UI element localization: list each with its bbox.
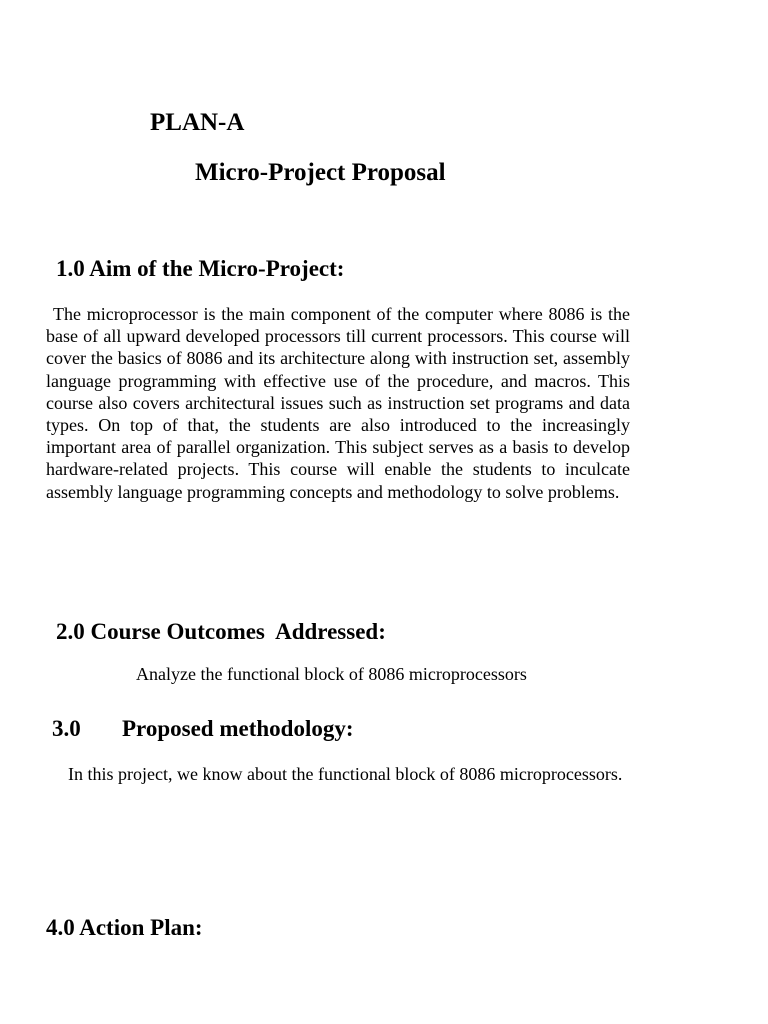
document-title: Micro-Project Proposal bbox=[195, 159, 446, 186]
aim-paragraph: The microprocessor is the main component of the computer where 8086 is the base of all upward developed processors till current processors. This course will cover the basics of 8086 and its architecture along with instruction set, assembly language programming with effective use of the procedure, and macros. This course also covers architectural issues such as instruction set programs and data types. On top of that, the students are also introduced to the increasingly important area of parallel organization. This subject serves as a basis to develop hardware-related projects. This course will enable the students to inculcate assembly language programming concepts and methodology to solve problems. bbox=[46, 304, 630, 502]
section-number: 3.0 bbox=[52, 716, 81, 741]
section-heading-action-plan: 4.0 Action Plan: bbox=[46, 915, 203, 940]
plan-label: PLAN-A bbox=[150, 109, 245, 136]
section-heading-aim: 1.0 Aim of the Micro-Project: bbox=[56, 256, 345, 281]
methodology-paragraph: In this project, we know about the functional block of 8086 microprocessors. bbox=[68, 764, 623, 784]
course-outcome-item: Analyze the functional block of 8086 microprocessors bbox=[136, 664, 527, 684]
section-heading-course-outcomes: 2.0 Course Outcomes Addressed: bbox=[56, 619, 386, 644]
section-heading-methodology bbox=[52, 715, 354, 743]
section-title: Proposed methodology: bbox=[122, 716, 354, 741]
